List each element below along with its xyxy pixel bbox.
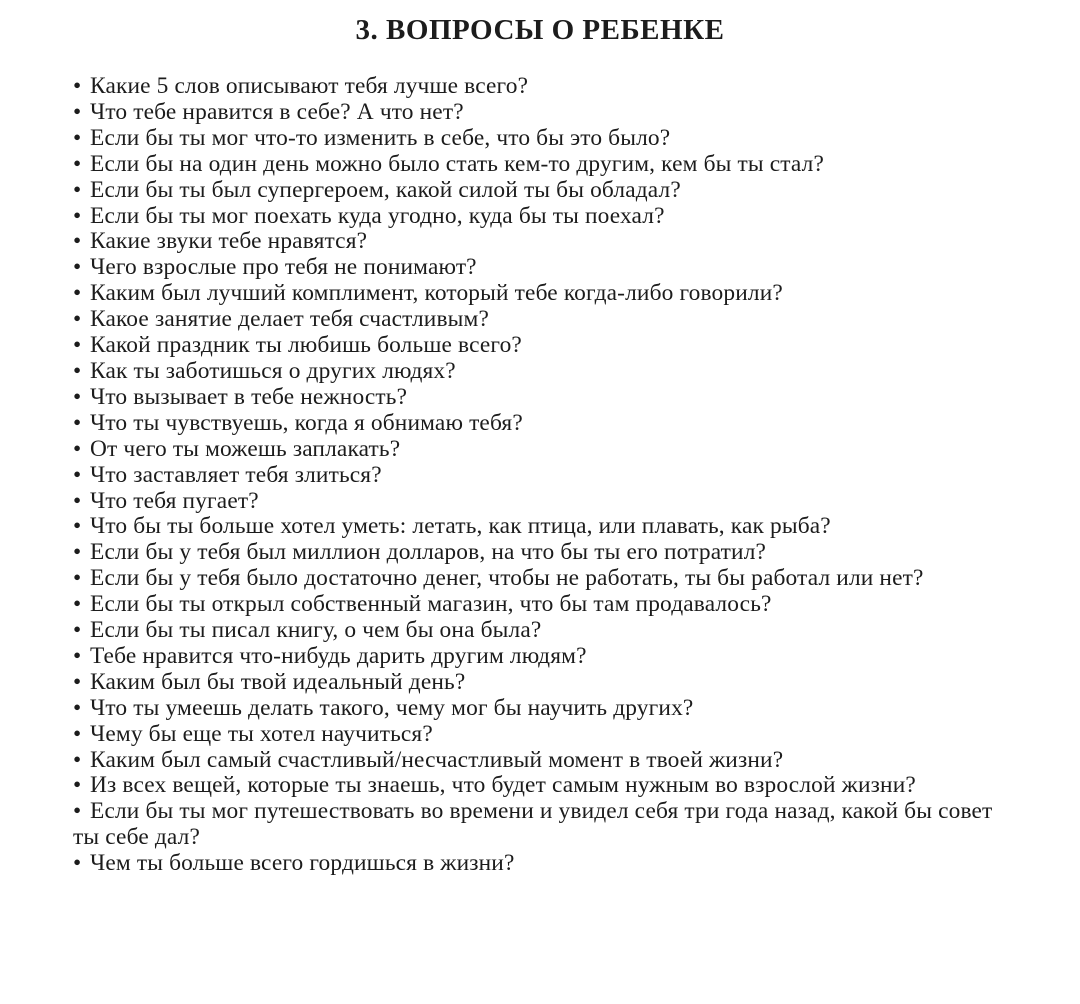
question-item bbox=[73, 748, 1003, 774]
question-text: Какие звуки тебе нравятся? bbox=[90, 228, 368, 255]
question-text: Если бы у тебя был миллион долларов, на что бы ты его потратил? bbox=[90, 539, 767, 566]
question-item bbox=[73, 514, 1003, 540]
question-text: Что ты умеешь делать такого, чему мог бы научить других? bbox=[90, 694, 694, 721]
question-item bbox=[73, 644, 1003, 670]
question-text: Если бы ты мог путешествовать во времени и увидел себя три года назад, какой бы совет ты себе дал? bbox=[73, 798, 993, 851]
bullet: • bbox=[73, 409, 82, 436]
bullet: • bbox=[73, 202, 82, 229]
bullet: • bbox=[73, 694, 82, 721]
question-text: Каким был бы твой идеальный день? bbox=[90, 668, 466, 695]
question-item bbox=[73, 152, 1003, 178]
bullet: • bbox=[73, 254, 82, 281]
question-item bbox=[73, 100, 1003, 126]
question-item bbox=[73, 385, 1003, 411]
bullet: • bbox=[73, 461, 82, 488]
question-text: Если бы ты открыл собственный магазин, что бы там продавалось? bbox=[90, 591, 772, 618]
question-text: Если бы у тебя было достаточно денег, чтобы не работать, ты бы работал или нет? bbox=[90, 565, 924, 592]
question-text: Каким был самый счастливый/несчастливый момент в твоей жизни? bbox=[90, 746, 784, 773]
question-item bbox=[73, 74, 1003, 100]
question-item bbox=[73, 229, 1003, 255]
question-item bbox=[73, 359, 1003, 385]
question-text: Если бы ты мог поехать куда угодно, куда бы ты поехал? bbox=[90, 202, 665, 229]
question-item bbox=[73, 333, 1003, 359]
question-text: Тебе нравится что-нибудь дарить другим людям? bbox=[90, 642, 587, 669]
bullet: • bbox=[73, 746, 82, 773]
bullet: • bbox=[73, 332, 82, 359]
bullet: • bbox=[73, 435, 82, 462]
bullet: • bbox=[73, 383, 82, 410]
bullet: • bbox=[73, 228, 82, 255]
question-text: Чего взрослые про тебя не понимают? bbox=[90, 254, 477, 281]
bullet: • bbox=[73, 487, 82, 514]
bullet: • bbox=[73, 98, 82, 125]
bullet: • bbox=[73, 357, 82, 384]
question-text: Какие 5 слов описывают тебя лучше всего? bbox=[90, 73, 529, 99]
question-item bbox=[73, 540, 1003, 566]
question-text: Что вызывает в тебе нежность? bbox=[90, 383, 408, 410]
bullet: • bbox=[73, 124, 82, 151]
question-item bbox=[73, 463, 1003, 489]
question-item bbox=[73, 281, 1003, 307]
question-text: Какой праздник ты любишь больше всего? bbox=[90, 332, 522, 359]
bullet: • bbox=[73, 513, 82, 540]
questions-list bbox=[73, 74, 1003, 877]
bullet: • bbox=[73, 850, 82, 877]
question-item bbox=[73, 307, 1003, 333]
bullet: • bbox=[73, 150, 82, 177]
bullet: • bbox=[73, 617, 82, 644]
question-text: Из всех вещей, которые ты знаешь, что будет самым нужным во взрослой жизни? bbox=[90, 772, 916, 799]
question-item bbox=[73, 851, 1003, 877]
question-text: Что тебя пугает? bbox=[90, 487, 259, 514]
bullet: • bbox=[73, 306, 82, 333]
question-text: От чего ты можешь заплакать? bbox=[90, 435, 401, 462]
question-text: Чем ты больше всего гордишься в жизни? bbox=[90, 850, 515, 877]
question-text: Что тебе нравится в себе? А что нет? bbox=[90, 98, 464, 125]
bullet: • bbox=[73, 539, 82, 566]
question-text: Если бы ты писал книгу, о чем бы она была? bbox=[90, 617, 542, 644]
question-text: Если бы ты был супергероем, какой силой ты бы обладал? bbox=[90, 176, 681, 203]
question-item bbox=[73, 255, 1003, 281]
question-text: Если бы на один день можно было стать кем-то другим, кем бы ты стал? bbox=[90, 150, 825, 177]
question-text: Как ты заботишься о других людях? bbox=[90, 357, 456, 384]
bullet: • bbox=[73, 642, 82, 669]
question-text: Чему бы еще ты хотел научиться? bbox=[90, 720, 433, 747]
page-title: 3. ВОПРОСЫ О РЕБЕНКЕ bbox=[355, 14, 725, 46]
question-item bbox=[73, 566, 1003, 592]
bullet: • bbox=[73, 565, 82, 592]
question-item bbox=[73, 618, 1003, 644]
question-item bbox=[73, 489, 1003, 515]
question-item bbox=[73, 592, 1003, 618]
question-text: Что ты чувствуешь, когда я обнимаю тебя? bbox=[90, 409, 523, 436]
question-item bbox=[73, 670, 1003, 696]
question-item bbox=[73, 126, 1003, 152]
question-text: Что заставляет тебя злиться? bbox=[90, 461, 382, 488]
question-item bbox=[73, 773, 1003, 799]
question-item bbox=[73, 722, 1003, 748]
bullet: • bbox=[73, 720, 82, 747]
question-item bbox=[73, 437, 1003, 463]
question-item bbox=[73, 178, 1003, 204]
question-text: Что бы ты больше хотел уметь: летать, как птица, или плавать, как рыба? bbox=[90, 513, 831, 540]
bullet: • bbox=[73, 668, 82, 695]
bullet: • bbox=[73, 176, 82, 203]
bullet: • bbox=[73, 798, 82, 825]
question-item bbox=[73, 411, 1003, 437]
question-text: Каким был лучший комплимент, который тебе когда-либо говорили? bbox=[90, 280, 783, 307]
question-item bbox=[73, 204, 1003, 230]
question-text: Если бы ты мог что-то изменить в себе, что бы это было? bbox=[90, 124, 671, 151]
bullet: • bbox=[73, 591, 82, 618]
bullet: • bbox=[73, 280, 82, 307]
question-text: Какое занятие делает тебя счастливым? bbox=[90, 306, 490, 333]
question-item bbox=[73, 696, 1003, 722]
bullet: • bbox=[73, 772, 82, 799]
question-item bbox=[73, 799, 1003, 851]
bullet: • bbox=[73, 73, 82, 99]
